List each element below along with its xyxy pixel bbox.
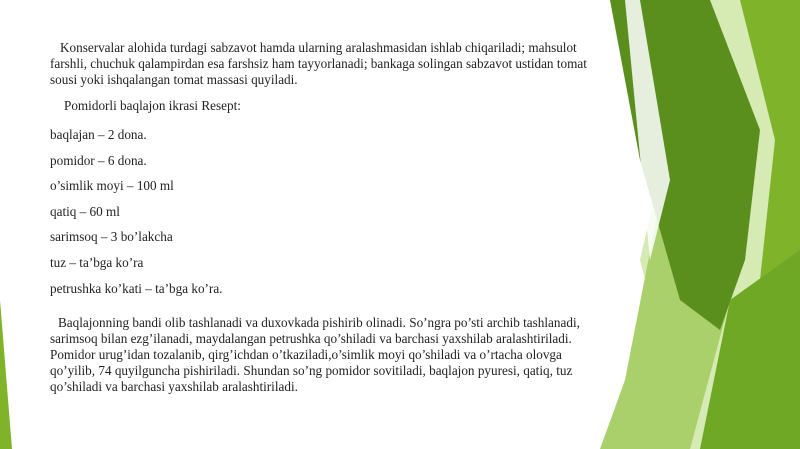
recipe-title: Pomidorli baqlajon ikrasi Resept: [64, 98, 241, 113]
ingredient-item: qatiq – 60 ml [50, 203, 120, 219]
left-accent-shape [0, 300, 12, 449]
document-body [50, 40, 610, 407]
instructions-paragraph: Baqlajonning bandi olib tashlanadi va duxovkada pishirib olinadi. So’ngra po’sti archib tashlanadi, sarimsoq bilan ezg’ilanadi, maydalangan petrushka qo’shiladi va barchasi yaxshilab aralashtiriladi. Pomidor urug’idan tozalanib, qirg’ichdan o’tkaziladi,o’simlik moyi qo’shiladi va o’rtacha olovga qo’yilib, 74 quyilguncha pishiriladi. Shundan so’ng pomidor sovitiladi, baqlajon pyuresi, qatiq, tuz qo’shiladi va barchasi yaxshilab aralashtiriladi. [50, 315, 580, 395]
ingredient-list [50, 127, 610, 306]
ingredient-item: baqlajan – 2 dona. [50, 127, 147, 142]
ingredient-item: o’simlik moyi – 100 ml [50, 178, 174, 194]
intro-paragraph: Konservalar alohida turdagi sabzavot hamda ularning aralashmasidan ishlab chiqariladi; mahsulot farshli, chuchuk qalampirdan esa farshsiz ham tayyorlanadi; bankaga solingan sabzavot ustidan tomat sousi yoki ishqalangan tomat massasi quyiladi. [50, 40, 587, 87]
ingredient-item: sarimsoq – 3 bo’lakcha [50, 229, 173, 245]
ingredient-item: pomidor – 6 dona. [50, 152, 147, 168]
ingredient-item: tuz – ta’bga ko’ra [50, 254, 144, 270]
ingredient-item: petrushka ko’kati – ta’bga ko’ra. [50, 280, 223, 296]
